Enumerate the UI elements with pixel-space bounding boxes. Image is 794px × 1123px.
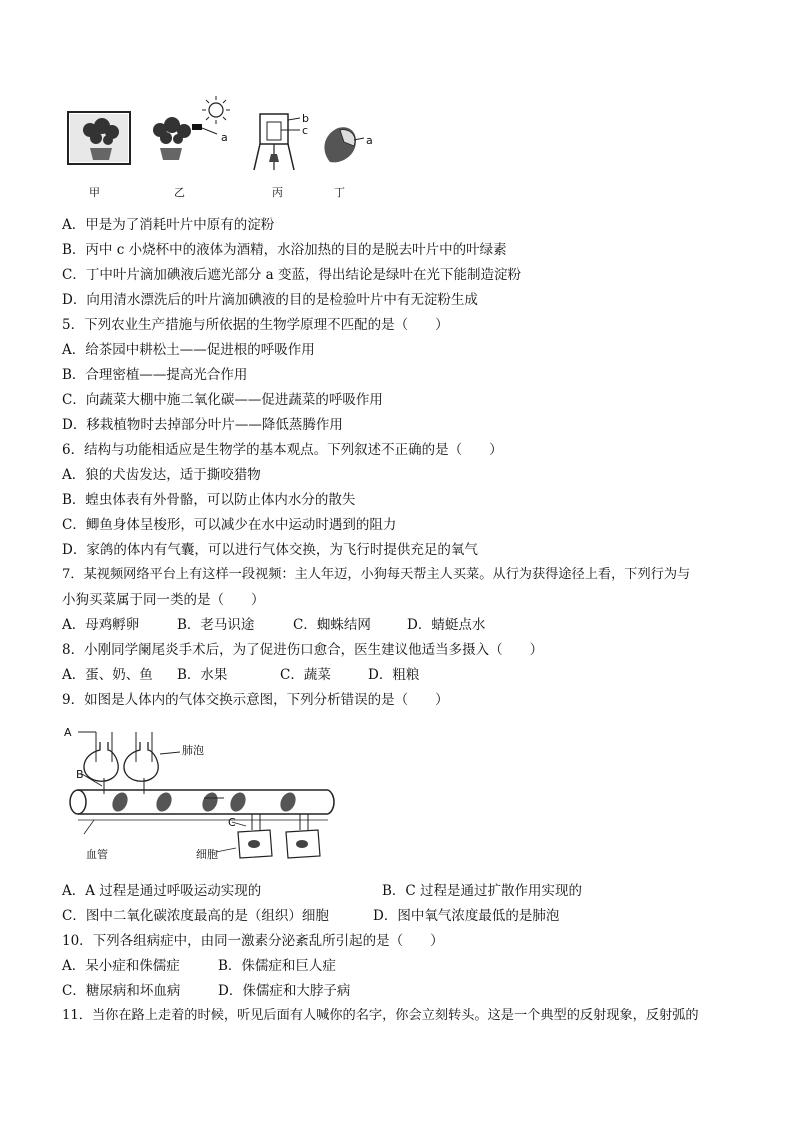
q11-stem: 11．当你在路上走着的时候，听见后面有人喊你的名字，你会立刻转头。这是一个典型的反射现象，反射弧的	[62, 1008, 699, 1023]
q9-option-a: A．A 过程是通过呼吸运动实现的	[62, 883, 262, 899]
gas-exchange-figure	[64, 722, 344, 862]
figure-mark-a-yi: a	[221, 131, 228, 144]
figure-label-jia: 甲	[89, 186, 100, 199]
q10-stem: 10．下列各组病症中，由同一激素分泌紊乱所引起的是（ ）	[62, 933, 444, 949]
gas-figure-label-c: C	[228, 816, 236, 829]
figure-mark-c-bing: c	[302, 124, 309, 137]
q6-stem: 6．结构与功能相适应是生物学的基本观点。下列叙述不正确的是（ ）	[62, 442, 503, 458]
q7-option-c: C．蜘蛛结网	[293, 617, 371, 633]
q7-stem-line1: 7．某视频网络平台上有这样一段视频：主人年迈，小狗每天帮主人买菜。从行为获得途径上看，下列行为与	[62, 567, 691, 582]
q8-option-c: C．蔬菜	[280, 667, 331, 683]
q7-option-a: A．母鸡孵卵	[62, 617, 140, 633]
gas-figure-label-cell: 细胞	[196, 848, 218, 861]
q8-option-d: D．粗粮	[368, 667, 420, 683]
q5-option-b: B．合理密植——提高光合作用	[62, 367, 248, 383]
gas-figure-label-alveolus: 肺泡	[182, 744, 204, 757]
figure-mark-a-ding: a	[366, 134, 373, 147]
q10-option-a: A．呆小症和侏儒症	[62, 958, 180, 974]
q4-option-c: C．丁中叶片滴加碘液后遮光部分 a 变蓝，得出结论是绿叶在光下能制造淀粉	[62, 267, 521, 283]
q7-stem-line2: 小狗买菜属于同一类的是（ ）	[62, 592, 265, 608]
q5-stem: 5．下列农业生产措施与所依据的生物学原理不匹配的是（ ）	[62, 317, 449, 333]
q8-stem: 8．小刚同学阑尾炎手术后，为了促进伤口愈合，医生建议他适当多摄入（ ）	[62, 642, 544, 658]
q9-stem: 9．如图是人体内的气体交换示意图，下列分析错误的是（ ）	[62, 692, 449, 708]
q5-option-c: C．向蔬菜大棚中施二氧化碳——促进蔬菜的呼吸作用	[62, 392, 383, 408]
q6-option-a: A．狼的犬齿发达，适于撕咬猎物	[62, 467, 261, 483]
q4-option-a: A．甲是为了消耗叶片中原有的淀粉	[62, 217, 275, 233]
figure-label-ding: 丁	[334, 186, 345, 199]
q6-option-d: D．家鸽的体内有气囊，可以进行气体交换，为飞行时提供充足的氧气	[62, 542, 478, 558]
gas-figure-label-b: B	[76, 768, 84, 781]
q6-option-b: B．蝗虫体表有外骨骼，可以防止体内水分的散失	[62, 492, 356, 508]
q5-option-d: D．移栽植物时去掉部分叶片——降低蒸腾作用	[62, 417, 343, 433]
q10-option-c: C．糖尿病和坏血病	[62, 983, 181, 999]
q7-option-d: D．蜻蜓点水	[407, 617, 486, 633]
q7-option-b: B．老马识途	[177, 617, 255, 633]
q5-option-a: A．给茶园中耕松土——促进根的呼吸作用	[62, 342, 315, 358]
gas-figure-label-a: A	[64, 726, 72, 739]
q8-option-a: A．蛋、奶、鱼	[62, 667, 153, 683]
q9-option-c: C．图中二氧化碳浓度最高的是（组织）细胞	[62, 908, 329, 924]
q4-option-b: B．丙中 c 小烧杯中的液体为酒精，水浴加热的目的是脱去叶片中的叶绿素	[62, 242, 507, 258]
q8-option-b: B．水果	[177, 667, 228, 683]
q10-option-b: B．侏儒症和巨人症	[218, 958, 336, 974]
q9-option-b: B．C 过程是通过扩散作用实现的	[382, 883, 583, 899]
gas-figure-label-vessel: 血管	[86, 848, 108, 861]
figure-mark-b-bing: b	[302, 112, 309, 125]
figure-label-bing: 丙	[272, 186, 283, 199]
q6-option-c: C．鲫鱼身体呈梭形，可以减少在水中运动时遇到的阻力	[62, 517, 397, 533]
figure-label-yi: 乙	[174, 186, 185, 199]
q4-option-d: D．向用清水漂洗后的叶片滴加碘液的目的是检验叶片中有无淀粉生成	[62, 292, 478, 308]
q10-option-d: D．侏儒症和大脖子病	[218, 983, 351, 999]
q9-option-d: D．图中氧气浓度最低的是肺泡	[373, 908, 560, 924]
